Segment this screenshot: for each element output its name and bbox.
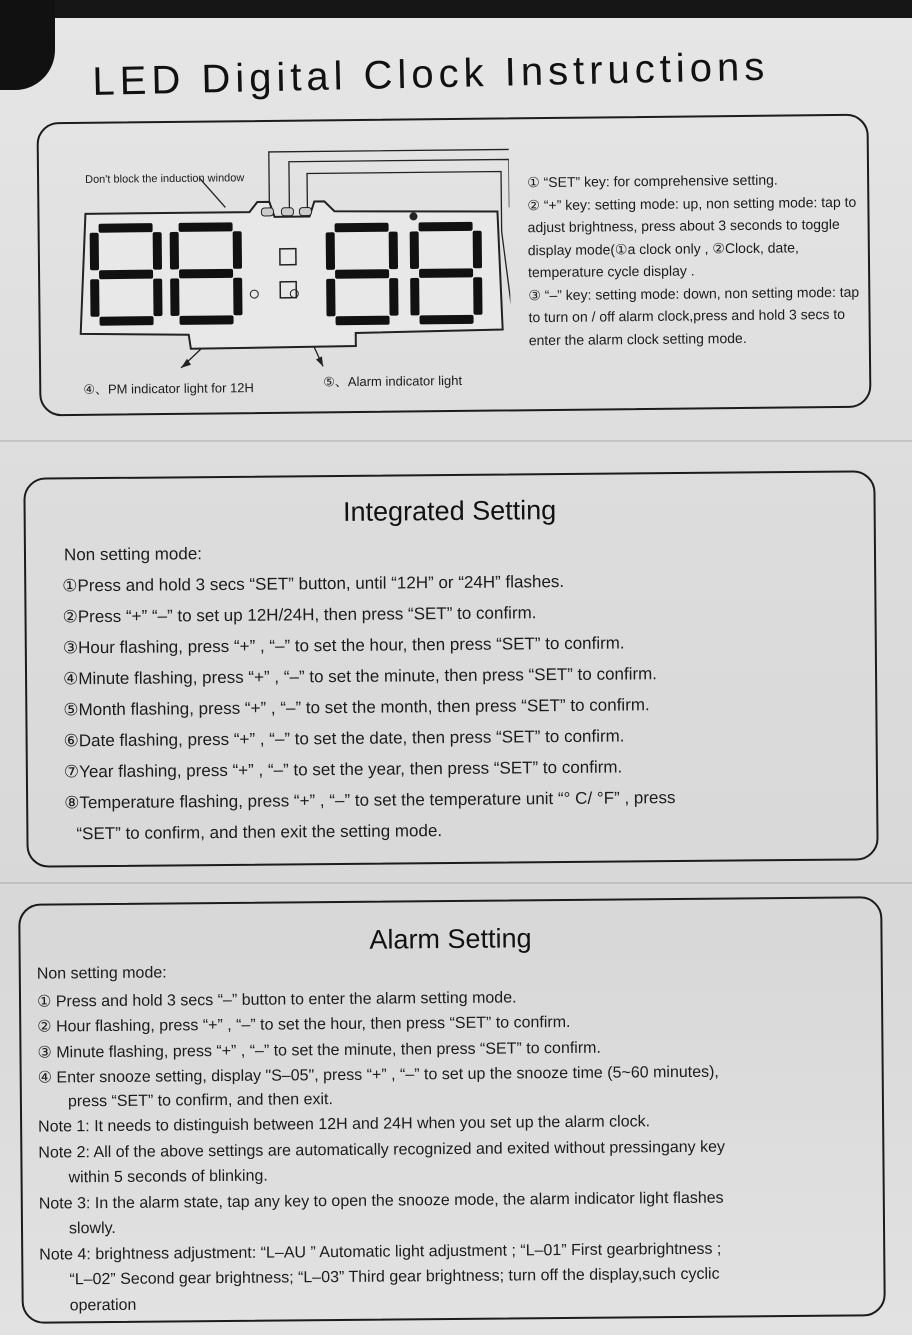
instruction-line: ⑥Date flashing, press “+” , “–” to set the date, then press “SET” to confirm.: [63, 726, 625, 751]
digit-segment: [179, 269, 233, 279]
digit-segment: [326, 279, 335, 317]
digit-segment: [335, 223, 389, 233]
pm-indicator-label: ④、PM indicator light for 12H: [83, 380, 254, 397]
digit-segment: [473, 231, 482, 269]
instruction-line: Non setting mode:: [36, 964, 167, 983]
digit-segment: [90, 279, 99, 317]
alarm-setting-steps: [20, 898, 880, 1314]
digit-segment: [233, 231, 242, 269]
instruction-line: ⑤Month flashing, press “+” , “–” to set the month, then press “SET” to confirm.: [63, 695, 650, 720]
digit-segment: [153, 232, 162, 270]
alarm-indicator-label: ⑤、Alarm indicator light: [323, 372, 463, 390]
instruction-line: Note 1: It needs to distinguish between 12H and 24H when you set up the alarm clock.: [38, 1113, 651, 1136]
top-edge-shadow: [0, 0, 912, 18]
instruction-line: ①Press and hold 3 secs “SET” button, until “12H” or “24H” flashes.: [62, 572, 565, 596]
page-title: LED Digital Clock Instructions: [92, 44, 770, 104]
digit-segment: [336, 316, 390, 326]
instruction-line: “SET” to confirm, and then exit the setting mode.: [76, 821, 443, 844]
digit-segment: [420, 315, 474, 325]
instruction-line: ⑦Year flashing, press “+” , “–” to set the year, then press “SET” to confirm.: [63, 757, 623, 782]
digit-segment: [473, 277, 482, 315]
set-key-description: ① “SET” key: for comprehensive setting.: [527, 171, 778, 191]
instruction-line: within 5 seconds of blinking.: [68, 1167, 268, 1187]
digit-segment: [410, 278, 419, 316]
instruction-line: ③ Minute flashing, press “+” , “–” to set the minute, then press “SET” to confirm.: [37, 1039, 601, 1062]
digit-segment: [179, 222, 233, 232]
integrated-setting-heading: Integrated Setting: [342, 495, 557, 527]
digit-segment: [389, 278, 398, 316]
corner-shadow: [0, 0, 55, 90]
digit-segment: [180, 315, 234, 325]
alarm-setting-box: [18, 896, 886, 1324]
digit-segment: [419, 222, 473, 232]
instruction-line: Note 4: brightness adjustment: “L–AU ” Automatic light adjustment ; “L–01” First gearbrightness ;: [39, 1240, 722, 1264]
instruction-line: ① Press and hold 3 secs “–” button to enter the alarm setting mode.: [36, 988, 517, 1011]
integrated-setting-box: [23, 470, 878, 867]
plus-key-description: ② “+” key: setting mode: up, non setting mode: tap to adjust brightness, press about 3 seconds to toggle display mode(①a clock only , ②Clock, date, temperature cycle display .: [527, 193, 857, 281]
digit-segment: [170, 232, 179, 270]
digit-segment: [99, 223, 153, 233]
digit-segment: [90, 233, 99, 271]
key-descriptions: [527, 168, 874, 352]
minus-key-description: ③ “–” key: setting mode: down, non setting mode: tap to turn on / off alarm clock,press and hold 3 secs to enter the alarm clock setting mode.: [528, 283, 860, 348]
digit-segment: [100, 316, 154, 326]
digit-segment: [335, 269, 389, 279]
digit-segment: [99, 270, 153, 280]
paper-fold: [0, 440, 912, 442]
instruction-line: ②Press “+” “–” to set up 12H/24H, then press “SET” to confirm.: [62, 603, 537, 627]
digit-segment: [233, 278, 242, 316]
instruction-line: Note 2: All of the above settings are automatically recognized and exited without pressingany key: [38, 1138, 726, 1162]
instruction-line: press “SET” to confirm, and then exit.: [67, 1090, 333, 1110]
digit-segment: [410, 231, 419, 269]
instruction-line: ④ Enter snooze setting, display "S–05", press “+” , “–” to set up the snooze time (5~60 minutes),: [37, 1063, 719, 1087]
instruction-line: ② Hour flashing, press “+” , “–” to set the hour, then press “SET” to confirm.: [37, 1013, 571, 1036]
induction-window-label: Don't block the induction window: [85, 172, 245, 186]
instruction-line: “L–02” Second gear brightness; “L–03” Third gear brightness; turn off the display,such cyclic: [69, 1265, 720, 1289]
digit-segment: [326, 232, 335, 270]
digit-segment: [170, 278, 179, 316]
instruction-line: Non setting mode:: [63, 544, 203, 565]
digit-segment: [389, 232, 398, 270]
paper-fold: [0, 882, 912, 884]
digit-segment: [153, 279, 162, 317]
clock-diagram-box: [36, 114, 871, 417]
digit-segment: [419, 268, 473, 278]
instruction-line: ⑧Temperature flashing, press “+” , “–” to set the temperature unit “° C/ °F” , press: [64, 788, 676, 813]
instruction-line: slowly.: [68, 1219, 116, 1238]
instruction-line: Note 3: In the alarm state, tap any key to open the snooze mode, the alarm indicator light flashes: [38, 1189, 724, 1213]
alarm-setting-heading: Alarm Setting: [369, 923, 532, 955]
instruction-line: ④Minute flashing, press “+” , “–” to set the minute, then press “SET” to confirm.: [62, 664, 658, 689]
instruction-line: ③Hour flashing, press “+” , “–” to set the hour, then press “SET” to confirm.: [62, 633, 625, 658]
instruction-line: operation: [69, 1296, 137, 1314]
